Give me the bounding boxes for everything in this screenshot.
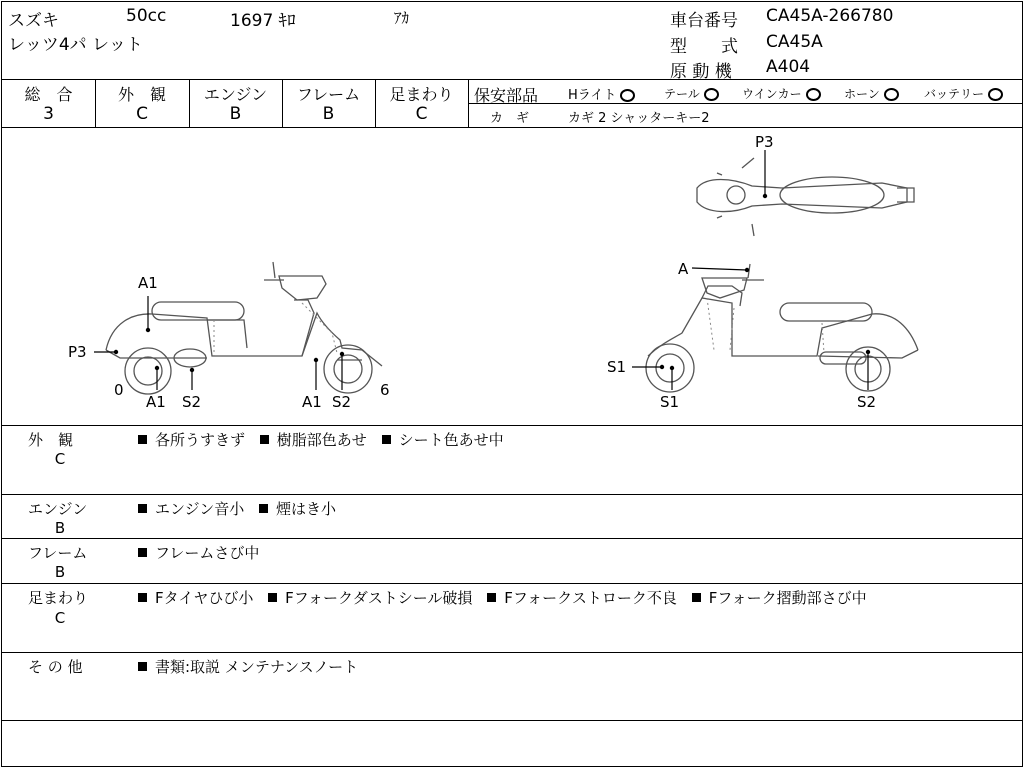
note-grade: B [54,563,66,581]
bullet-square-icon [138,593,147,602]
note-item: フレームさび中 [155,544,260,562]
marker-label: P3 [755,133,774,151]
bullet-square-icon [382,435,391,444]
type-label: 型 式 [670,37,738,57]
marker-label: A1 [302,393,322,411]
bullet-square-icon [260,435,269,444]
note-grade: C [54,609,66,627]
divider [2,583,1022,584]
divider [2,79,1022,80]
bullet-square-icon [268,593,277,602]
marker-label: 0 [114,381,124,399]
note-items [138,429,514,450]
safety-item-label: テール [664,87,700,101]
bullet-square-icon [138,548,147,557]
bullet-square-icon [138,662,147,671]
marker-label: 6 [380,381,390,399]
note-category: フレーム [28,544,88,562]
ok-circle-icon [988,88,1003,101]
note-item: 各所うすきず [155,431,246,449]
grade-value-exterior: C [136,104,148,124]
safety-item-label: バッテリー [924,87,985,101]
inspection-sheet [1,1,1023,767]
note-grade: B [54,519,66,537]
marker-label: S2 [332,393,352,411]
note-category: そ の 他 [28,658,83,676]
safety-item-label: ウインカー [742,87,802,101]
grade-label-overall: 総 合 [24,85,73,104]
model-name: レッツ4パ レット [8,35,143,55]
safety-item-taillight [664,85,719,102]
color-value: ｱｶ [394,9,410,27]
ok-circle-icon [704,88,719,101]
bullet-square-icon [138,435,147,444]
note-items [138,656,368,677]
damage-diagram [2,128,1022,426]
note-category: 外 観 [28,431,74,449]
marker-label: S2 [182,393,202,411]
marker-label: S2 [857,393,877,411]
note-item: Fフォークストローク不良 [504,589,677,607]
type-value: CA45A [766,32,823,52]
note-item: シート色あせ中 [398,431,504,449]
note-item: エンジン音小 [155,500,245,518]
note-item: Fフォーク摺動部さび中 [708,589,867,607]
safety-item-horn [844,85,899,102]
divider [2,494,1022,495]
grade-label-exterior: 外 観 [117,85,166,104]
ok-circle-icon [884,88,899,101]
grade-label-engine: エンジン [203,85,268,104]
scooter-right-side-view [646,264,918,392]
note-item: Fフォークダストシール破損 [285,589,473,607]
ok-circle-icon [620,89,635,102]
divider [2,652,1022,653]
marker-label: A [678,260,689,278]
grade-value-frame: B [322,104,335,124]
mileage: 1697 ｷﾛ [230,11,296,31]
divider [2,720,1022,721]
note-item: 煙はき小 [276,500,337,518]
bullet-square-icon [138,504,147,513]
note-items [138,498,346,519]
grade-value-overall: 3 [43,104,54,124]
chassis-value: CA45A-266780 [766,6,894,26]
engine-label: 原 動 機 [670,62,732,82]
note-grade: C [54,450,66,468]
marker-label: S1 [607,358,627,376]
safety-item-battery [924,85,1003,102]
grade-label-frame: フレーム [296,85,361,104]
safety-item-label: ホーン [844,87,880,101]
safety-item-headlight [568,84,635,103]
note-items [138,587,877,608]
safety-item-winker [742,85,821,102]
maker: スズキ [8,11,59,31]
divider [468,103,1022,104]
note-category: 足まわり [28,589,89,607]
grade-value-engine: B [229,104,242,124]
grade-label-suspension: 足まわり [389,85,454,104]
bullet-square-icon [692,593,701,602]
engine-value: A404 [766,57,811,77]
scooter-top-view [697,158,914,236]
grade-value-suspension: C [415,104,428,124]
bullet-square-icon [259,504,268,513]
marker-label: A1 [138,274,158,292]
divider [2,425,1022,426]
safety-item-label: Hライト [568,88,617,103]
note-item: 樹脂部色あせ [276,431,367,449]
note-category: エンジン [28,500,88,518]
note-item: Fタイヤひび小 [155,589,254,607]
ok-circle-icon [806,88,821,101]
marker-label: A1 [146,393,166,411]
bullet-square-icon [487,593,496,602]
marker-label: S1 [660,393,680,411]
key-label: カ ギ [490,111,530,126]
note-item: 書類:取説 メンテナンスノート [155,658,359,676]
chassis-label: 車台番号 [670,11,738,31]
displacement: 50cc [126,6,167,26]
divider [2,538,1022,539]
marker-label: P3 [68,343,87,361]
note-items [138,542,269,563]
key-value: カギ 2 シャッターキー2 [568,111,710,126]
safety-label: 保安部品 [474,86,539,105]
